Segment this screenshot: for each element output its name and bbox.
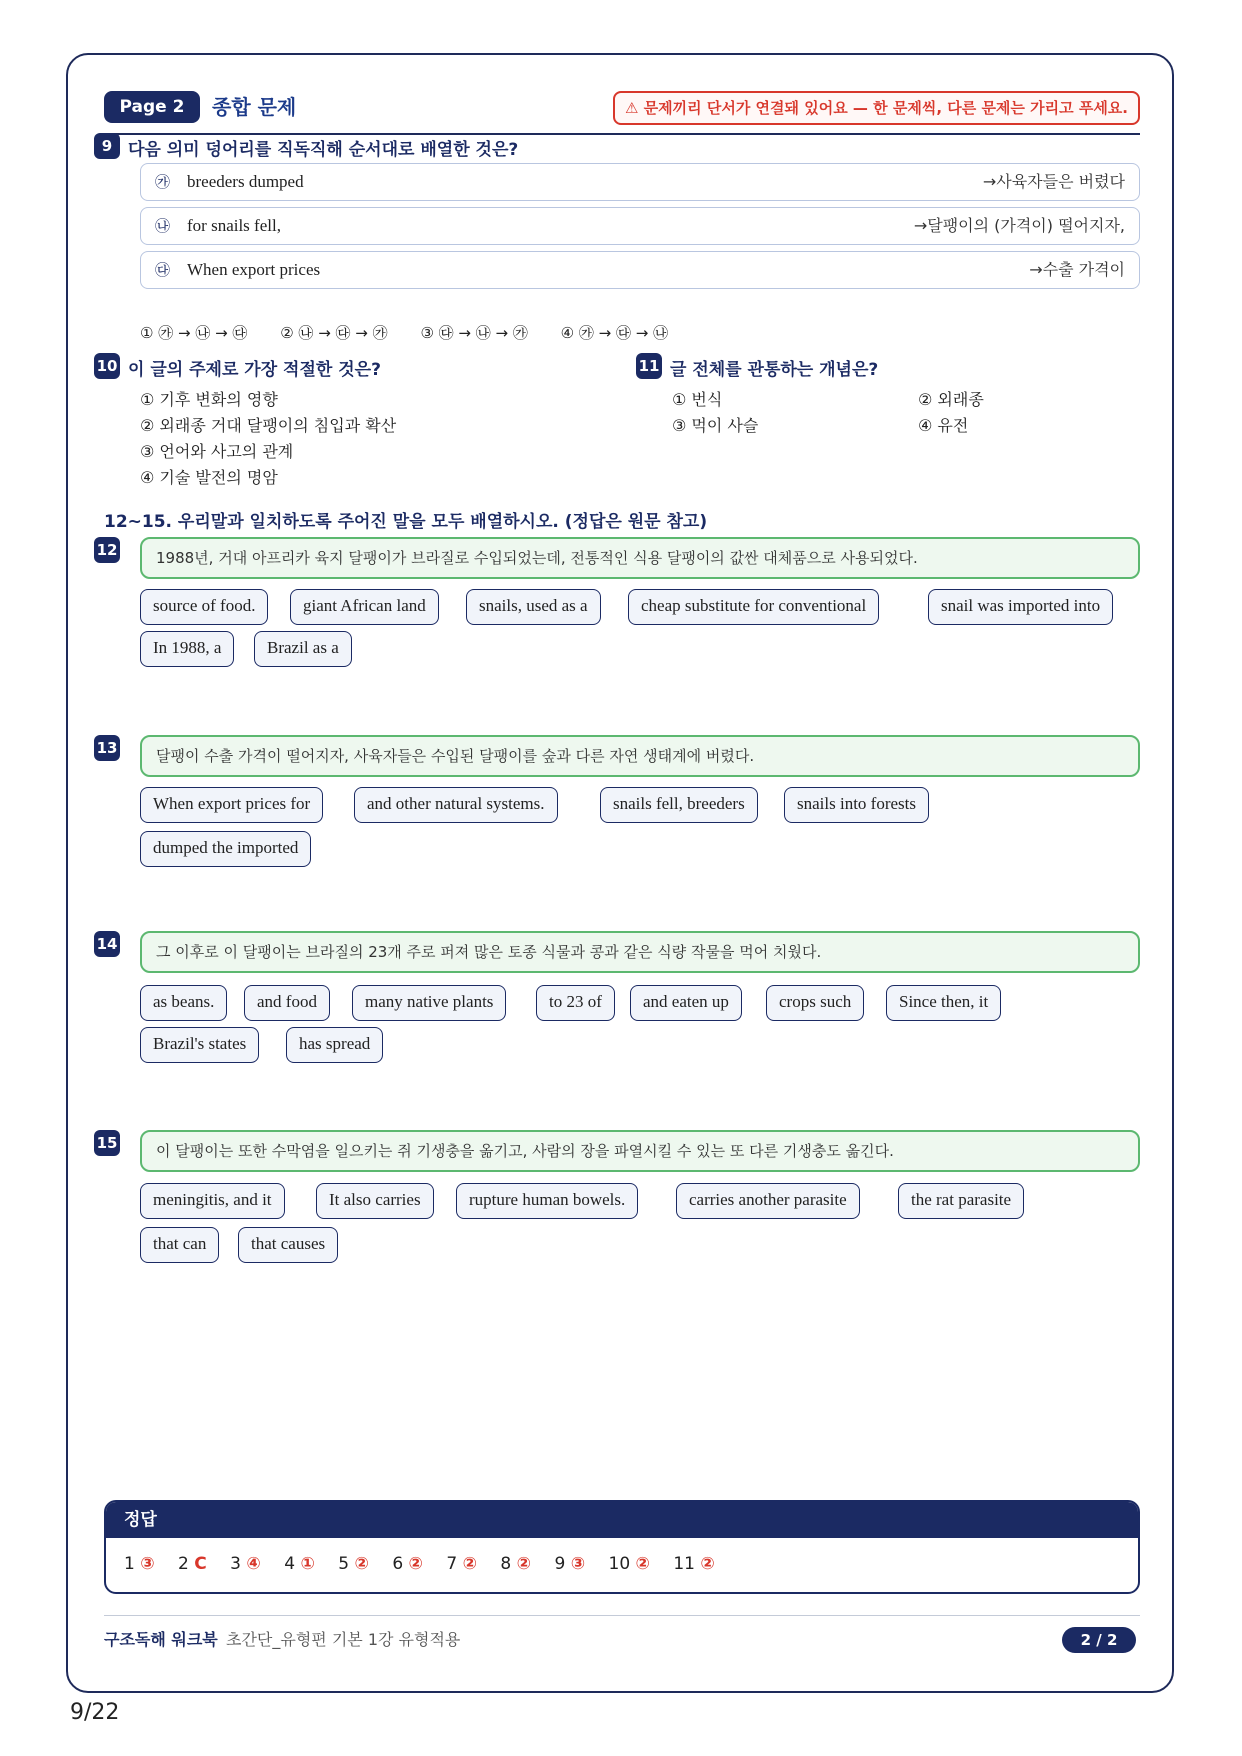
footer-brand: 구조독해 워크북 (104, 1630, 218, 1649)
word-tile[interactable]: and other natural systems. (354, 787, 558, 823)
q11-option-2[interactable]: ② 외래종 (918, 390, 984, 409)
q9-option-4[interactable]: ④ ㉮ → ㉰ → ㉯ (560, 324, 669, 342)
answer-item: 7 ② (446, 1554, 477, 1574)
word-tile[interactable]: that can (140, 1227, 219, 1263)
answer-item: 8 ② (500, 1554, 532, 1574)
word-tile[interactable]: snails into forests (784, 787, 929, 823)
q14-number: 14 (94, 931, 120, 957)
word-tile[interactable]: and eaten up (630, 985, 742, 1021)
q13-number: 13 (94, 735, 120, 761)
word-tile[interactable]: giant African land (290, 589, 439, 625)
warning-banner: ⚠ 문제끼리 단서가 연결돼 있어요 — 한 문제씩, 다른 문제는 가리고 푸세요. (613, 91, 1140, 125)
word-tile[interactable]: and food (244, 985, 330, 1021)
q9-option-1[interactable]: ① ㉮ → ㉯ → ㉰ (140, 324, 248, 342)
q12-korean-sentence: 1988년, 거대 아프리카 육지 달팽이가 브라질로 수입되었는데, 전통적인 식용 달팽이의 값싼 대체품으로 사용되었다. (140, 537, 1140, 579)
word-tile[interactable]: source of food. (140, 589, 268, 625)
footer-subtitle: 초간단_유형편 기본 1강 유형적용 (226, 1630, 461, 1649)
word-tile[interactable]: Since then, it (886, 985, 1001, 1021)
q9-chunk-b (140, 207, 1140, 245)
word-tile[interactable]: meningitis, and it (140, 1183, 285, 1219)
word-tile[interactable]: to 23 of (536, 985, 615, 1021)
q9-chunk-a (140, 163, 1140, 201)
footer-divider (104, 1615, 1140, 1616)
chunk-korean: →사육자들은 버렸다 (982, 172, 1125, 191)
q11-number: 11 (636, 353, 662, 379)
q11-option-4[interactable]: ④ 유전 (918, 416, 969, 435)
q10-option-1[interactable]: ① 기후 변화의 영향 (140, 390, 278, 409)
word-tile[interactable]: crops such (766, 985, 864, 1021)
word-tile[interactable]: It also carries (316, 1183, 434, 1219)
worksheet-page (66, 53, 1174, 1693)
q12-number: 12 (94, 537, 120, 563)
q9-chunk-c (140, 251, 1140, 289)
page-badge: Page 2 (104, 91, 200, 123)
q9-option-3[interactable]: ③ ㉰ → ㉯ → ㉮ (420, 324, 528, 342)
word-tile[interactable]: Brazil as a (254, 631, 352, 667)
q13-korean-sentence: 달팽이 수출 가격이 떨어지자, 사육자들은 수입된 달팽이를 숲과 다른 자연 생태계에 버렸다. (140, 735, 1140, 777)
chunk-english: When export prices (187, 260, 321, 279)
chunk-english: breeders dumped (187, 172, 304, 191)
answer-item: 5 ② (338, 1554, 369, 1574)
answer-item: 10 ② (608, 1554, 650, 1574)
q15-korean-sentence: 이 달팽이는 또한 수막염을 일으키는 쥐 기생충을 옮기고, 사람의 장을 파열시킬 수 있는 또 다른 기생충도 옮긴다. (140, 1130, 1140, 1172)
q9-option-2[interactable]: ② ㉯ → ㉰ → ㉮ (280, 324, 388, 342)
q11-option-3[interactable]: ③ 먹이 사슬 (672, 416, 759, 435)
answer-item: 2 C (178, 1554, 207, 1574)
word-tile[interactable]: rupture human bowels. (456, 1183, 638, 1219)
chunk-mark: ㉮ (155, 173, 171, 191)
q9-number: 9 (94, 133, 120, 159)
document-page-number: 9/22 (70, 1700, 120, 1725)
word-tile[interactable]: many native plants (352, 985, 506, 1021)
word-tile[interactable]: snail was imported into (928, 589, 1113, 625)
word-tile[interactable]: carries another parasite (676, 1183, 860, 1219)
q10-question: 이 글의 주제로 가장 적절한 것은? (128, 360, 381, 380)
answer-item: 6 ② (392, 1554, 423, 1574)
answer-item: 1 ③ (124, 1554, 155, 1574)
q15-number: 15 (94, 1130, 120, 1156)
word-tile[interactable]: that causes (238, 1227, 338, 1263)
word-tile[interactable]: cheap substitute for conventional (628, 589, 879, 625)
answer-item: 9 ③ (554, 1554, 586, 1574)
section-instructions: 12~15. 우리말과 일치하도록 주어진 말을 모두 배열하시오. (정답은 원문 참고) (104, 512, 708, 532)
word-tile[interactable]: snails fell, breeders (600, 787, 758, 823)
page-title: 종합 문제 (212, 95, 297, 119)
word-tile[interactable]: When export prices for (140, 787, 323, 823)
q9-question: 다음 의미 덩어리를 직독직해 순서대로 배열한 것은? (128, 140, 519, 160)
word-tile[interactable]: as beans. (140, 985, 227, 1021)
q10-number: 10 (94, 353, 120, 379)
chunk-mark: ㉰ (155, 261, 171, 279)
footer-page-badge: 2 / 2 (1062, 1627, 1136, 1653)
q10-option-2[interactable]: ② 외래종 거대 달팽이의 침입과 확산 (140, 416, 397, 435)
chunk-mark: ㉯ (155, 217, 171, 235)
page-header (104, 91, 1140, 135)
q14-korean-sentence: 그 이후로 이 달팽이는 브라질의 23개 주로 퍼져 많은 토종 식물과 콩과 같은 식량 작물을 먹어 치웠다. (140, 931, 1140, 973)
chunk-korean: →달팽이의 (가격이) 떨어지자, (913, 216, 1125, 235)
q11-question: 글 전체를 관통하는 개념은? (670, 360, 879, 380)
answer-key (104, 1500, 1140, 1594)
answer-item: 3 ④ (230, 1554, 261, 1574)
chunk-korean: →수출 가격이 (1029, 260, 1125, 279)
word-tile[interactable]: the rat parasite (898, 1183, 1024, 1219)
q9-options (140, 322, 696, 343)
word-tile[interactable]: has spread (286, 1027, 383, 1063)
answer-item: 11 ② (673, 1554, 715, 1574)
chunk-english: for snails fell, (187, 216, 281, 235)
q10-option-3[interactable]: ③ 언어와 사고의 관계 (140, 442, 294, 461)
answer-key-title: 정답 (106, 1502, 1138, 1538)
q10-option-4[interactable]: ④ 기술 발전의 명암 (140, 468, 278, 487)
q11-option-1[interactable]: ① 번식 (672, 390, 723, 409)
word-tile[interactable]: snails, used as a (466, 589, 601, 625)
answer-item: 4 ① (284, 1554, 315, 1574)
answer-list (106, 1538, 1138, 1590)
word-tile[interactable]: dumped the imported (140, 831, 311, 867)
word-tile[interactable]: In 1988, a (140, 631, 234, 667)
word-tile[interactable]: Brazil's states (140, 1027, 259, 1063)
